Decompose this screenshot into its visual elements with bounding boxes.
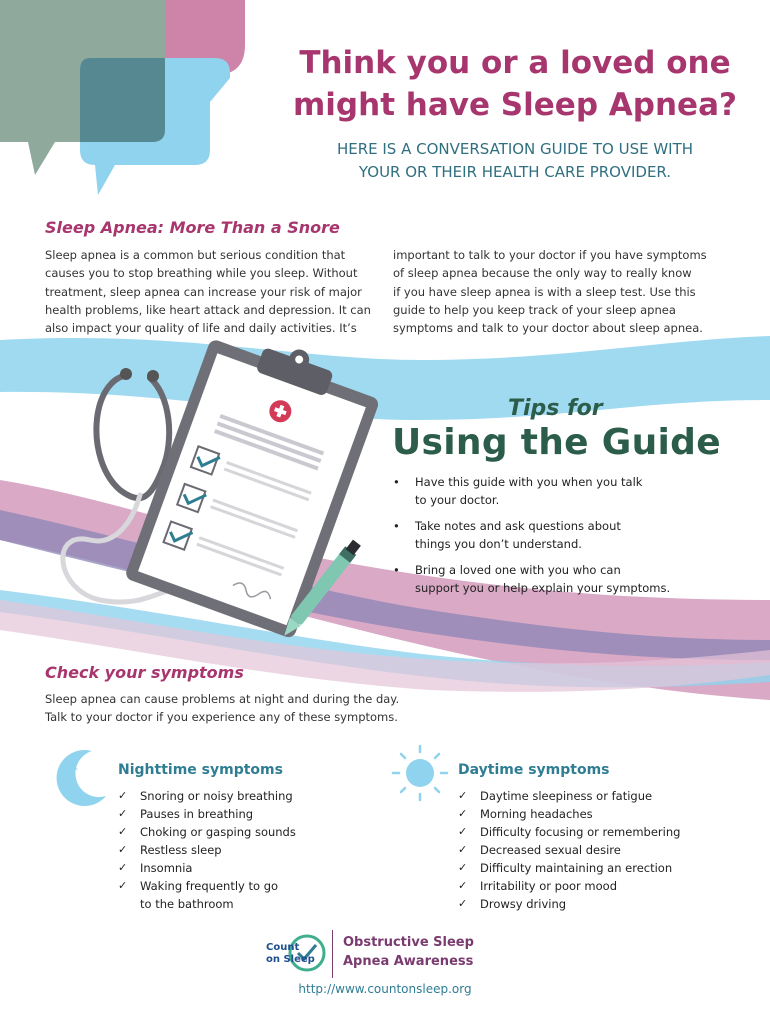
checkmark-icon: ✓ [458, 807, 468, 820]
check-line-1: Sleep apnea can cause problems at night and during the day. [45, 692, 400, 706]
intro-col1-line: treatment, sleep apnea can increase your risk of major [45, 284, 362, 299]
tips-subheading: Tips for [508, 396, 603, 421]
subtitle-line-1: HERE IS A CONVERSATION GUIDE TO USE WITH [336, 140, 694, 158]
osa-line-1: Obstructive Sleep [343, 935, 474, 950]
nighttime-item-text: Choking or gasping sounds [140, 825, 296, 839]
intro-col1-line: Sleep apnea is a common but serious condition that [45, 248, 346, 262]
nighttime-item [118, 787, 368, 805]
tip-line: support you or help explain your symptoms. [415, 580, 671, 595]
intro-col2-line: guide to help you keep track of your sleep apnea [393, 302, 676, 317]
title-line-1: Think you or a loved one [299, 45, 731, 81]
logo-divider [332, 930, 333, 978]
checkmark-icon: ✓ [118, 807, 128, 820]
intro-column-2 [393, 246, 738, 337]
intro-heading: Sleep Apnea: More Than a Snore [45, 218, 340, 237]
tip-item [393, 474, 713, 509]
checkmark-icon: ✓ [458, 879, 468, 892]
nighttime-item [118, 859, 368, 877]
intro-column-1 [45, 246, 390, 337]
nighttime-item-text: Pauses in breathing [140, 807, 254, 821]
checkmark-icon: ✓ [118, 843, 128, 856]
checkmark-icon: ✓ [118, 861, 128, 874]
nighttime-item [118, 877, 368, 895]
intro-col2-line: if you have sleep apnea is with a sleep test. Use this [393, 284, 696, 299]
intro-col1-line: health problems, like heart attack and depression. It can [45, 302, 371, 317]
page-title [280, 42, 750, 126]
bullet-icon: • [393, 519, 400, 533]
checkmark-icon: ✓ [118, 879, 128, 892]
daytime-item-text: Daytime sleepiness or fatigue [480, 789, 653, 803]
intro-col1-line: also impact your quality of life and daily activities. It’s [45, 321, 357, 336]
checkmark-icon: ✓ [458, 825, 468, 838]
check-heading: Check your symptoms [45, 663, 244, 682]
subtitle-line-2: YOUR OR THEIR HEALTH CARE PROVIDER. [358, 163, 672, 181]
daytime-item-text: Difficulty maintaining an erection [480, 861, 673, 875]
daytime-item [458, 859, 748, 877]
nighttime-item-text: Snoring or noisy breathing [140, 789, 293, 803]
daytime-item-text: Morning headaches [480, 807, 593, 821]
tip-line: to your doctor. [415, 492, 500, 507]
checkmark-icon: ✓ [458, 861, 468, 874]
logo-line-1: Count [266, 942, 300, 953]
daytime-item [458, 787, 748, 805]
tip-item [393, 518, 713, 553]
osa-line-2: Apnea Awareness [343, 954, 474, 969]
checkmark-icon: ✓ [118, 825, 128, 838]
daytime-item [458, 877, 748, 895]
tips-list [393, 474, 713, 606]
bullet-icon: • [393, 563, 400, 577]
tip-line: Bring a loved one with you who can [415, 563, 621, 577]
nighttime-list [118, 787, 368, 913]
tip-item [393, 562, 713, 597]
website-link[interactable]: http://www.countonsleep.org [298, 982, 472, 996]
daytime-item-text: Drowsy driving [480, 897, 567, 911]
tips-heading: Using the Guide [392, 422, 721, 463]
daytime-item [458, 895, 748, 913]
tip-line: things you don’t understand. [415, 536, 582, 551]
daytime-heading: Daytime symptoms [458, 762, 610, 778]
nighttime-item-text: to the bathroom [140, 897, 234, 911]
logo-line-2: on Sleep [266, 954, 315, 965]
count-on-sleep-logo [266, 942, 315, 966]
page-subtitle [300, 138, 730, 184]
nighttime-item [118, 841, 368, 859]
osa-awareness-logo [343, 933, 474, 971]
moon-icon [57, 750, 106, 806]
nighttime-item [118, 823, 368, 841]
intro-col2-line: of sleep apnea because the only way to really know [393, 266, 692, 281]
check-line-2: Talk to your doctor if you experience any of these symptoms. [45, 710, 398, 725]
tip-line: Have this guide with you when you talk [415, 475, 643, 489]
daytime-item-text: Irritability or poor mood [480, 879, 618, 893]
tip-line: Take notes and ask questions about [415, 519, 621, 533]
nighttime-item-text: Restless sleep [140, 843, 222, 857]
nighttime-item-continuation [118, 895, 368, 913]
speech-bubbles-icon [0, 0, 245, 195]
daytime-item [458, 823, 748, 841]
daytime-item [458, 805, 748, 823]
title-line-2: might have Sleep Apnea? [293, 87, 737, 123]
daytime-item-text: Decreased sexual desire [480, 843, 621, 857]
daytime-item [458, 841, 748, 859]
nighttime-item [118, 805, 368, 823]
nighttime-item-text: Insomnia [140, 861, 193, 875]
bullet-icon: • [393, 475, 400, 489]
intro-col1-line: causes you to stop breathing while you sleep. Without [45, 266, 358, 281]
check-text [45, 690, 545, 727]
daytime-list [458, 787, 748, 913]
daytime-item-text: Difficulty focusing or remembering [480, 825, 681, 839]
checkmark-icon: ✓ [458, 789, 468, 802]
intro-col2-line: symptoms and talk to your doctor about sleep apnea. [393, 321, 703, 336]
nighttime-heading: Nighttime symptoms [118, 762, 283, 778]
nighttime-item-text: Waking frequently to go [140, 879, 279, 893]
intro-col2-line: important to talk to your doctor if you have symptoms [393, 248, 707, 262]
sun-icon [393, 746, 447, 800]
checkmark-icon: ✓ [458, 843, 468, 856]
checkmark-icon: ✓ [118, 789, 128, 802]
checkmark-icon: ✓ [458, 897, 468, 910]
